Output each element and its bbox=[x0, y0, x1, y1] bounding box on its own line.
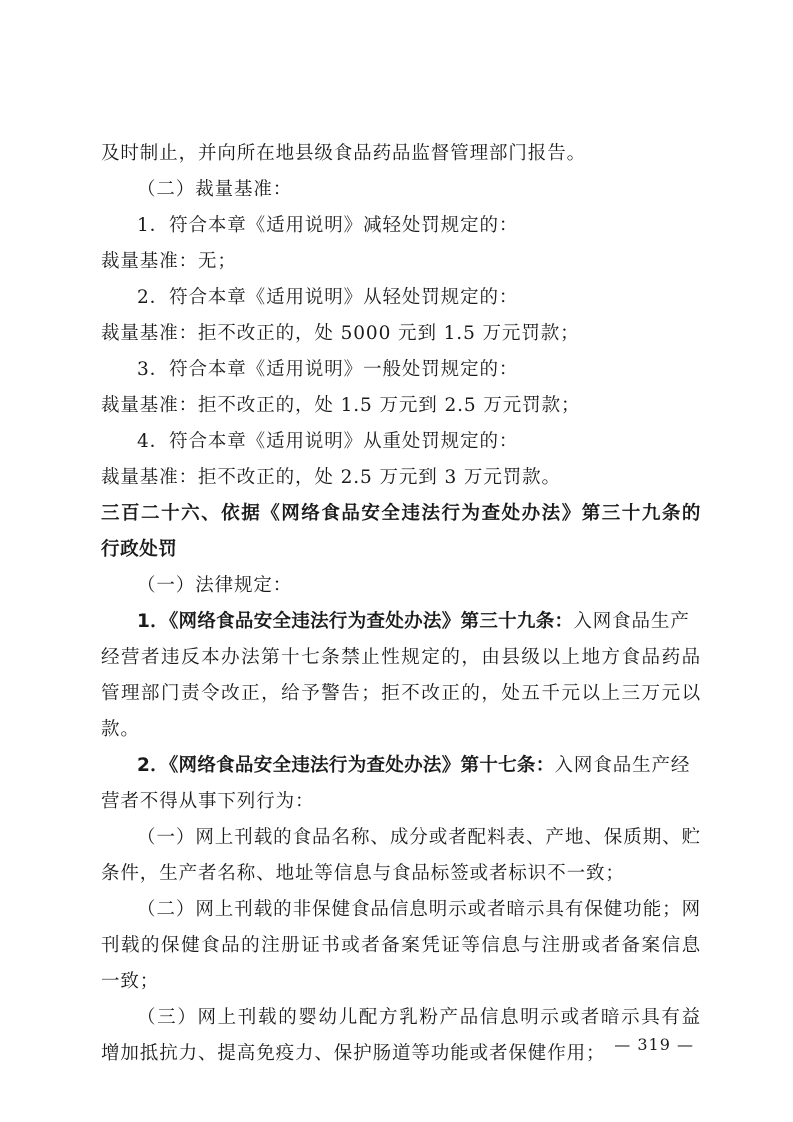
paragraph-text: 入网食品生产经 bbox=[554, 755, 691, 776]
article-heading-continued: 行政处罚 bbox=[101, 539, 178, 560]
paragraph-line bbox=[137, 754, 701, 778]
list-item: （三）网上刊载的婴幼儿配方乳粉产品信息明示或者暗示具有益 bbox=[137, 1007, 701, 1028]
section-heading: （一）法律规定： bbox=[137, 575, 293, 596]
paragraph-line: 及时制止，并向所在地县级食品药品监督管理部门报告。 bbox=[101, 143, 587, 164]
paragraph-line: 裁量基准：拒不改正的，处 5000 元到 1.5 万元罚款； bbox=[101, 323, 580, 344]
paragraph-line: 增加抵抗力、提高免疫力、保护肠道等功能或者保健作用； bbox=[101, 1043, 606, 1064]
list-item: （二）网上刊载的非保健食品信息明示或者暗示具有保健功能；网 bbox=[137, 899, 701, 920]
paragraph-line: 裁量基准：拒不改正的，处 1.5 万元到 2.5 万元罚款； bbox=[101, 395, 581, 416]
paragraph-line: 裁量基准：拒不改正的，处 2.5 万元到 3 万元罚款。 bbox=[101, 467, 561, 488]
list-item: 2．符合本章《适用说明》从轻处罚规定的： bbox=[137, 287, 519, 308]
article-heading: 三百二十六、依据《网络食品安全违法行为查处办法》第三十九条的 bbox=[101, 503, 701, 524]
section-heading: （二）裁量基准： bbox=[137, 179, 293, 200]
page-number: — 319 — bbox=[614, 1035, 694, 1054]
list-item: 3．符合本章《适用说明》一般处罚规定的： bbox=[137, 359, 519, 380]
paragraph-line: 营者不得从事下列行为： bbox=[101, 791, 315, 812]
paragraph-line: 裁量基准：无； bbox=[101, 251, 237, 272]
paragraph-line: 条件，生产者名称、地址等信息与食品标签或者标识不一致； bbox=[101, 863, 625, 884]
paragraph-line bbox=[137, 610, 701, 634]
paragraph-line: 刊载的保健食品的注册证书或者备案凭证等信息与注册或者备案信息 bbox=[101, 935, 701, 956]
paragraph-line: 一致； bbox=[101, 971, 160, 992]
paragraph-line: 管理部门责令改正，给予警告；拒不改正的，处五千元以上三万元以 bbox=[101, 683, 701, 704]
list-item: 4．符合本章《适用说明》从重处罚规定的： bbox=[137, 431, 519, 452]
paragraph-line: 经营者违反本办法第十七条禁止性规定的，由县级以上地方食品药品 bbox=[101, 647, 701, 668]
paragraph-line: 款。 bbox=[101, 719, 140, 740]
list-item: 1．符合本章《适用说明》减轻处罚规定的： bbox=[137, 215, 519, 236]
law-citation: 2．《网络食品安全违法行为查处办法》第十七条： bbox=[137, 755, 555, 776]
law-citation: 1．《网络食品安全违法行为查处办法》第三十九条： bbox=[137, 611, 574, 632]
list-item: （一）网上刊载的食品名称、成分或者配料表、产地、保质期、贮 bbox=[137, 827, 701, 848]
paragraph-text: 入网食品生产 bbox=[573, 611, 690, 632]
